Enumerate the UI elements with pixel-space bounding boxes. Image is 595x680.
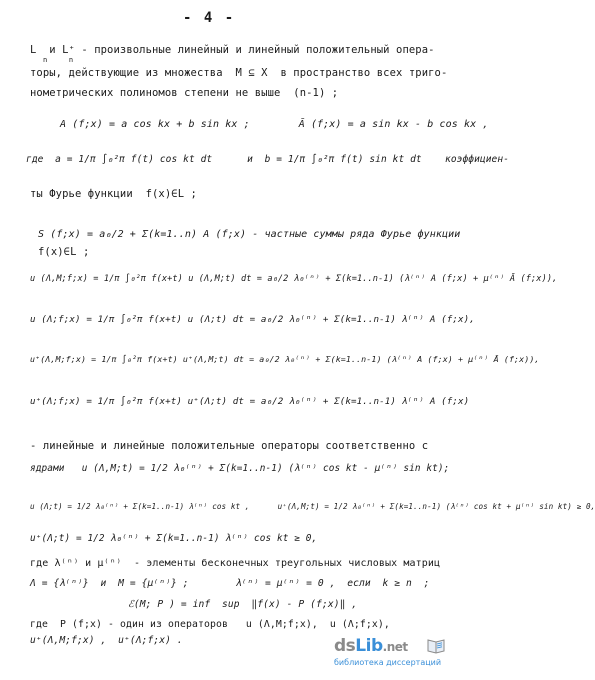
formula-kernels-1: ядрами u (Λ,M;t) = 1/2 λ₀⁽ⁿ⁾ + Σ(k=1..n-1) (λ⁽ⁿ⁾ cos kt - μ⁽ⁿ⁾ sin kt);	[30, 463, 450, 474]
text-f-in-L: f(x)∈L ;	[38, 246, 90, 258]
text-line-3: нометрических полиномов степени не выше (n-1) ;	[30, 87, 339, 99]
text-line-1-subscripts: n n	[30, 56, 74, 64]
formula-operator-3: u⁺(Λ,M;f;x) = 1/π ∫₀²π f(x+t) u⁺(Λ,M;t) dt = a₀/2 λ₀⁽ⁿ⁾ + Σ(k=1..n-1) (λ⁽ⁿ⁾ A (f;x) + μ⁽ⁿ⁾ Ā (f;x)),	[30, 354, 540, 364]
watermark-subtitle: библиотека диссертаций	[334, 658, 442, 667]
formula-operator-1: u (Λ,M;f;x) = 1/π ∫₀²π f(x+t) u (Λ,M;t) dt = a₀/2 λ₀⁽ⁿ⁾ + Σ(k=1..n-1) (λ⁽ⁿ⁾ A (f;x) + μ⁽ⁿ⁾ Ā (f;x)),	[30, 274, 558, 284]
formula-operator-4: u⁺(Λ;f;x) = 1/π ∫₀²π f(x+t) u⁺(Λ;t) dt = a₀/2 λ₀⁽ⁿ⁾ + Σ(k=1..n-1) λ⁽ⁿ⁾ A (f;x)	[30, 396, 470, 407]
book-icon	[426, 636, 446, 654]
formula-operator-list: u⁺(Λ,M;f;x) , u⁺(Λ;f;x) .	[30, 635, 183, 646]
dslib-logo	[334, 636, 408, 656]
formula-ak: A (f;x) = a cos kx + b sin kx ; Ā (f;x) = a sin kx - b cos kx ,	[60, 119, 489, 130]
text-matrix-elements: где λ⁽ⁿ⁾ и μ⁽ⁿ⁾ - элементы бесконечных треугольных числовых матриц	[30, 558, 441, 569]
text-where-Pn: где P (f;x) - один из операторов u (Λ,M;f;x), u (Λ;f;x),	[30, 619, 390, 630]
logo-lib-text: Lib	[355, 636, 383, 656]
formula-operator-2: u (Λ;f;x) = 1/π ∫₀²π f(x+t) u (Λ;t) dt = a₀/2 λ₀⁽ⁿ⁾ + Σ(k=1..n-1) λ⁽ⁿ⁾ A (f;x),	[30, 314, 475, 325]
text-fourier: ты Фурье функции f(x)∈L ;	[30, 188, 197, 200]
formula-kernels-3: u⁺(Λ;t) = 1/2 λ₀⁽ⁿ⁾ + Σ(k=1..n-1) λ⁽ⁿ⁾ cos kt ≥ 0,	[30, 533, 318, 544]
formula-fourier-coeffs: где a = 1/π ∫₀²π f(t) cos kt dt и b = 1/π ∫₀²π f(t) sin kt dt коэффициен-	[26, 154, 510, 165]
formula-approx-error: ℰ(M; P ) = inf sup ‖f(x) - P (f;x)‖ ,	[128, 599, 358, 610]
text-line-1: L и L⁺ - произвольные линейный и линейный положительный опера-	[30, 44, 435, 56]
formula-matrices: Λ = {λ⁽ⁿ⁾} и M = {μ⁽ⁿ⁾} ; λ⁽ⁿ⁾ = μ⁽ⁿ⁾ = 0 , если k ≥ n ;	[30, 578, 430, 589]
logo-net-text: .net	[382, 640, 408, 654]
text-line-2: торы, действующие из множества M ⊆ X в пространство всех триго-	[30, 67, 448, 79]
formula-partial-sums: S (f;x) = a₀/2 + Σ(k=1..n) A (f;x) - частные суммы ряда Фурье функции	[38, 229, 461, 240]
text-operators-desc: - линейные и линейные положительные операторы соответственно с	[30, 440, 429, 452]
dslib-watermark	[334, 636, 446, 676]
logo-ds-text: ds	[334, 636, 356, 656]
formula-kernels-2: u (Λ;t) = 1/2 λ₀⁽ⁿ⁾ + Σ(k=1..n-1) λ⁽ⁿ⁾ cos kt , u⁺(Λ,M;t) = 1/2 λ₀⁽ⁿ⁾ + Σ(k=1..n-1) (λ⁽ⁿ⁾ cos kt + μ⁽ⁿ⁾ sin kt) ≥ 0,	[30, 502, 595, 511]
page-number: - 4 -	[183, 10, 236, 26]
